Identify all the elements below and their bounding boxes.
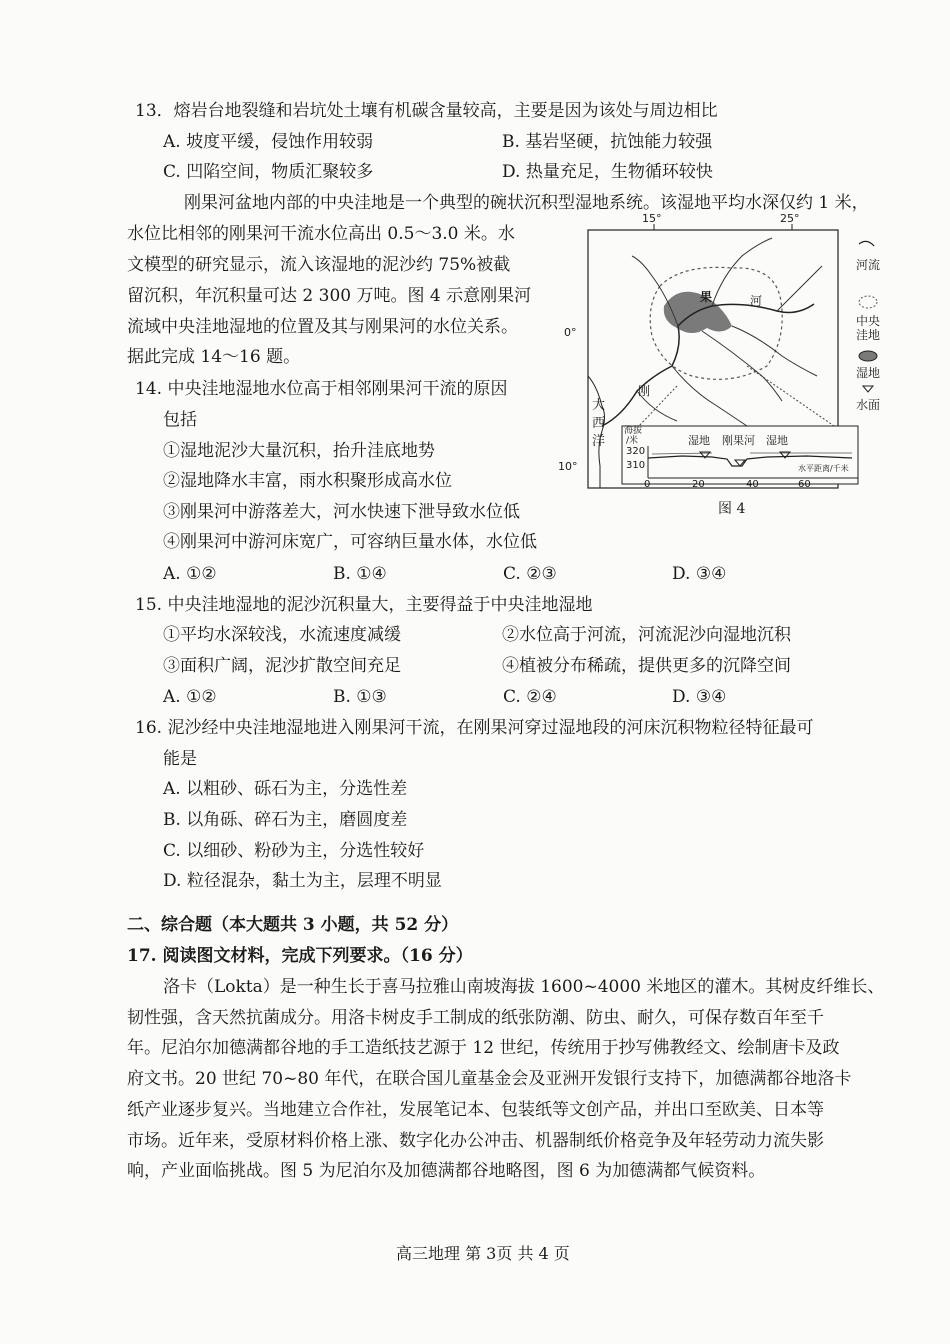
figure-4-map bbox=[558, 212, 882, 496]
q16-stem: 16. 泥沙经中央洼地湿地进入刚果河干流，在刚果河穿过湿地段的河床沉积物粒径特征最可 bbox=[135, 718, 814, 738]
q17-line: 纸产业逐步复兴。当地建立合作社，发展笔记本、包装纸等文创产品，并出口至欧美、日本等 bbox=[127, 1100, 824, 1120]
q14-stem-cont: 包括 bbox=[163, 410, 197, 430]
profile-label-wetland-right: 湿地 bbox=[766, 434, 788, 447]
profile-x-tick-60: 60 bbox=[798, 479, 811, 490]
lon-label-25: 25° bbox=[780, 212, 800, 225]
q15-option-d: D. ③④ bbox=[672, 687, 727, 707]
q16-option-c: C. 以细砂、粉砂为主，分选性较好 bbox=[163, 841, 425, 861]
intro-line: 留沉积，年沉积量可达 2 300 万吨。图 4 示意刚果河 bbox=[127, 286, 532, 306]
q14-option-b: B. ①④ bbox=[333, 564, 387, 584]
map-label-gang: 刚 bbox=[638, 384, 651, 398]
lon-label-15: 15° bbox=[642, 212, 662, 225]
intro-line: 文模型的研究显示，流入该湿地的泥沙约 75%被截 bbox=[127, 255, 511, 275]
intro-line: 流域中央洼地湿地的位置及其与刚果河的水位关系。 bbox=[127, 317, 518, 337]
map-label-ocean-2: 西 bbox=[592, 416, 606, 431]
q17-line: 韧性强，含天然抗菌成分。用洛卡树皮手工制成的纸张防潮、防虫、耐久，可保存数百年至千 bbox=[127, 1008, 824, 1028]
q14-stem: 14. 中央洼地湿地水位高于相邻刚果河干流的原因 bbox=[135, 379, 508, 399]
profile-y-title-2: /米 bbox=[626, 436, 639, 446]
q16-option-d: D. 粒径混杂，黏土为主，层理不明显 bbox=[163, 871, 442, 891]
profile-x-tick-20: 20 bbox=[692, 479, 705, 490]
q15-option-b: B. ①③ bbox=[333, 687, 387, 707]
page-footer: 高三地理 第 3页 共 4 页 bbox=[396, 1244, 570, 1263]
q15-item-3: ③面积广阔，泥沙扩散空间充足 bbox=[163, 656, 401, 676]
q13-option-c: C. 凹陷空间，物质汇聚较多 bbox=[163, 162, 374, 182]
profile-x-title: 水平距离/千米 bbox=[798, 464, 849, 473]
legend-depression-2: 洼地 bbox=[856, 328, 881, 342]
profile-x-tick-40: 40 bbox=[746, 479, 759, 490]
q16-option-b: B. 以角砾、碎石为主，磨圆度差 bbox=[163, 810, 408, 830]
figure-4-caption: 图 4 bbox=[718, 501, 746, 517]
q14-item-1: ①湿地泥沙大量沉积，抬升洼底地势 bbox=[163, 441, 435, 461]
map-label-guo: 果 bbox=[700, 290, 713, 304]
lat-label-0: 0° bbox=[564, 326, 577, 339]
legend-water-surface: 水面 bbox=[856, 398, 881, 412]
map-label-he: 河 bbox=[750, 294, 763, 308]
q15-option-c: C. ②④ bbox=[503, 687, 557, 707]
q17-line: 响，产业面临挑战。图 5 为尼泊尔及加德满都谷地略图，图 6 为加德满都气候资料。 bbox=[127, 1161, 766, 1181]
q17-line: 洛卡（Lokta）是一种生长于喜马拉雅山南坡海拔 1600~4000 米地区的灌木。其树皮纤维长、 bbox=[163, 977, 885, 997]
profile-label-congo: 刚果河 bbox=[722, 434, 755, 447]
legend-depression-1: 中央 bbox=[856, 314, 881, 328]
q17-line: 年。尼泊尔加德满都谷地的手工造纸技艺源于 12 世纪，传统用于抄写佛教经文、绘制唐卡及政 bbox=[127, 1038, 840, 1058]
legend-wetland: 湿地 bbox=[856, 366, 881, 380]
q14-item-2: ②湿地降水丰富，雨水积聚形成高水位 bbox=[163, 471, 452, 491]
q15-item-1: ①平均水深较浅，水流速度减缓 bbox=[163, 625, 401, 645]
intro-line: 据此完成 14～16 题。 bbox=[127, 347, 301, 367]
q17-line: 府文书。20 世纪 70~80 年代，在联合国儿童基金会及亚洲开发银行支持下，加德满都谷地洛卡 bbox=[127, 1069, 852, 1089]
q17-title: 17. 阅读图文材料，完成下列要求。（16 分） bbox=[127, 946, 473, 966]
q17-line: 市场。近年来，受原材料价格上涨、数字化办公冲击、机器制纸价格竞争及年轻劳动力流失影 bbox=[127, 1131, 824, 1151]
q14-item-3: ③刚果河中游落差大，河水快速下泄导致水位低 bbox=[163, 502, 520, 522]
q15-item-4: ④植被分布稀疏，提供更多的沉降空间 bbox=[502, 656, 791, 676]
q13-option-d: D. 热量充足，生物循环较快 bbox=[502, 162, 713, 182]
profile-y-tick-320: 320 bbox=[626, 446, 646, 457]
profile-x-tick-0: 0 bbox=[644, 479, 651, 490]
map-label-ocean-3: 洋 bbox=[592, 434, 606, 449]
q14-option-d: D. ③④ bbox=[672, 564, 727, 584]
q16-stem-cont: 能是 bbox=[163, 749, 197, 769]
intro-line: 刚果河盆地内部的中央洼地是一个典型的碗状沉积型湿地系统。该湿地平均水深仅约 1 米， bbox=[184, 193, 869, 213]
q14-option-a: A. ①② bbox=[163, 564, 217, 584]
section-heading: 二、综合题（本大题共 3 小题，共 52 分） bbox=[127, 915, 459, 935]
q16-option-a: A. 以粗砂、砾石为主，分选性差 bbox=[163, 779, 408, 799]
profile-label-wetland-left: 湿地 bbox=[688, 434, 710, 447]
q15-option-a: A. ①② bbox=[163, 687, 217, 707]
profile-y-title-1: 海拔 bbox=[624, 426, 643, 436]
q15-stem: 15. 中央洼地湿地的泥沙沉积量大，主要得益于中央洼地湿地 bbox=[135, 595, 593, 615]
q13-option-b: B. 基岩坚硬，抗蚀能力较强 bbox=[502, 132, 713, 152]
q14-option-c: C. ②③ bbox=[503, 564, 557, 584]
legend-river: 河流 bbox=[856, 258, 881, 272]
q14-item-4: ④刚果河中游河床宽广，可容纳巨量水体，水位低 bbox=[163, 532, 537, 552]
lat-label-10: 10° bbox=[558, 460, 578, 473]
profile-y-tick-310: 310 bbox=[626, 460, 646, 471]
q15-item-2: ②水位高于河流，河流泥沙向湿地沉积 bbox=[502, 625, 791, 645]
intro-line: 水位比相邻的刚果河干流水位高出 0.5～3.0 米。水 bbox=[127, 224, 515, 244]
map-label-ocean-1: 大 bbox=[592, 398, 606, 413]
q13-option-a: A. 坡度平缓，侵蚀作用较弱 bbox=[163, 132, 374, 152]
q13-stem: 13．熔岩台地裂缝和岩坑处土壤有机碳含量较高，主要是因为该处与周边相比 bbox=[135, 101, 718, 121]
